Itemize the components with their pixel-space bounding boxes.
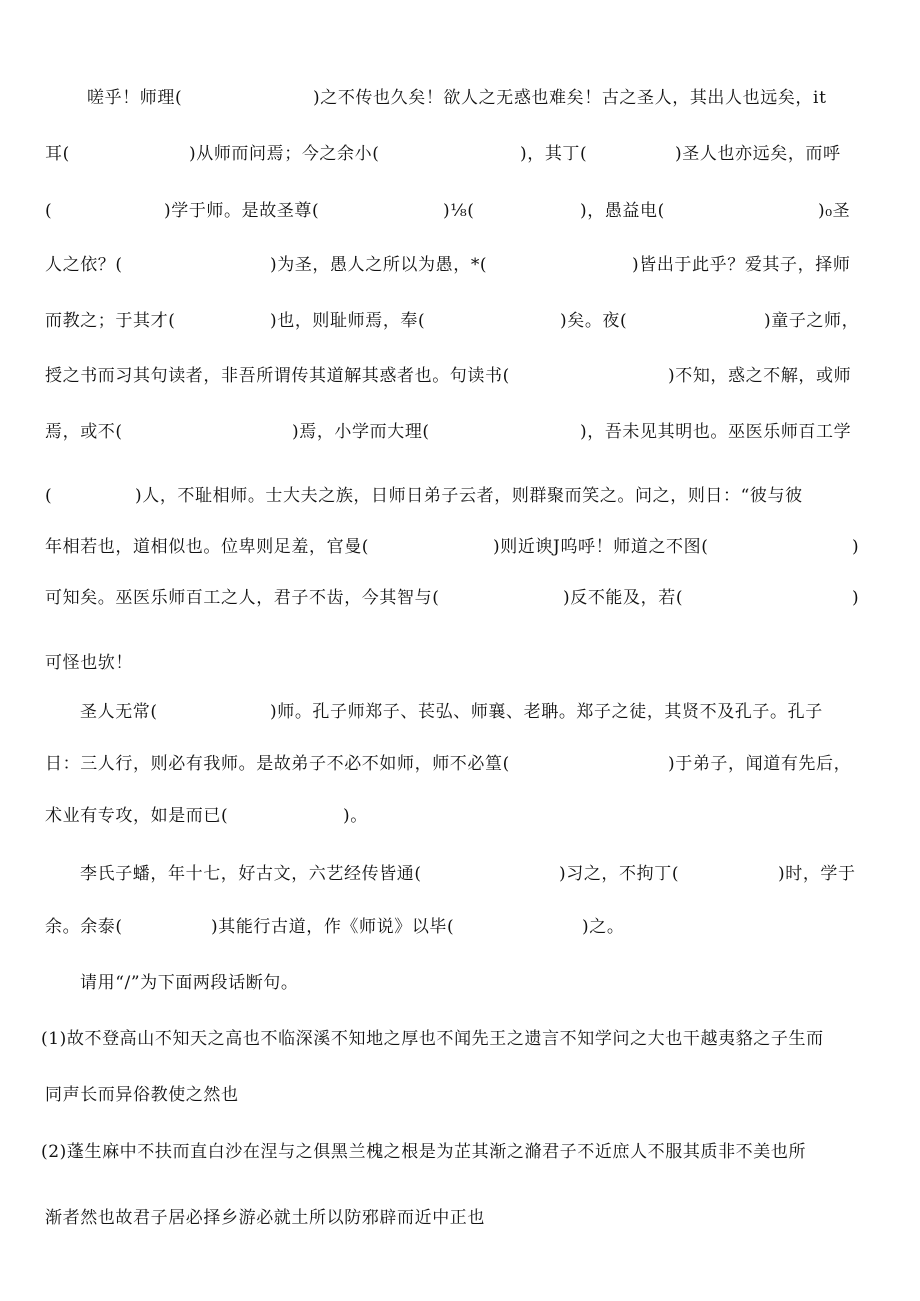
text-segment: 术业有专攻，如是而已( bbox=[45, 806, 229, 826]
passage-line-10 bbox=[0, 583, 920, 613]
text-segment: 可怪也欤！ bbox=[45, 653, 133, 673]
exercise-text: (2)蓬生麻中不扶而直白沙在涅与之俱黑兰槐之根是为芷其渐之滫君子不近庶人不服其质非不美也所 bbox=[41, 1142, 807, 1162]
passage-line-4 bbox=[0, 250, 920, 280]
text-segment: )于弟子，闻道有先后， bbox=[668, 754, 852, 774]
text-segment: )，吾未见其明也。巫医乐师百工学 bbox=[580, 422, 852, 442]
text-segment: )人，不耻相师。士大夫之族，日师日弟子云者，则群聚而笑之。问之，则日：“彼与彼 bbox=[135, 486, 803, 506]
text-segment: ( bbox=[45, 486, 53, 506]
text-segment: )时，学于 bbox=[778, 864, 856, 884]
passage-line-5 bbox=[0, 306, 920, 336]
text-segment: 焉，或不( bbox=[45, 422, 123, 442]
text-segment: )圣人也亦远矣，而呼 bbox=[675, 144, 841, 164]
passage-line-11 bbox=[0, 648, 920, 678]
passage-line-3 bbox=[0, 196, 920, 226]
text-segment: )师。孔子师郑子、苌弘、师襄、老聃。郑子之徒，其贤不及孔子。孔子 bbox=[270, 702, 823, 722]
text-segment: ) bbox=[852, 537, 860, 557]
text-segment: )反不能及，若( bbox=[563, 588, 684, 608]
passage-line-13 bbox=[0, 749, 920, 779]
passage-line-7 bbox=[0, 417, 920, 447]
text-segment: )之。 bbox=[582, 917, 625, 937]
text-segment: )。 bbox=[343, 806, 368, 826]
text-segment: 嗟乎！师理( bbox=[87, 88, 183, 108]
exercise-text: 渐者然也故君子居必择乡游必就土所以防邪辟而近中正也 bbox=[45, 1208, 485, 1228]
passage-line-9 bbox=[0, 532, 920, 562]
exercise-text: 同声长而异俗教使之然也 bbox=[45, 1085, 239, 1105]
passage-line-12 bbox=[0, 697, 920, 727]
text-segment: )不知，惑之不解，或师 bbox=[668, 366, 852, 386]
text-segment: )学于师。是故圣尊( bbox=[164, 201, 320, 221]
text-segment: )习之，不拘丁( bbox=[559, 864, 680, 884]
text-segment: 余。余泰( bbox=[45, 917, 123, 937]
passage-line-6 bbox=[0, 361, 920, 391]
passage-line-2 bbox=[0, 139, 920, 169]
text-segment: 人之依？( bbox=[45, 255, 123, 275]
passage-line-15 bbox=[0, 859, 920, 889]
passage-line-8 bbox=[0, 481, 920, 511]
text-segment: 耳( bbox=[45, 144, 70, 164]
text-segment: ( bbox=[45, 201, 53, 221]
text-segment: )也，则耻师焉，奉( bbox=[270, 311, 426, 331]
text-segment: 圣人无常( bbox=[80, 702, 158, 722]
passage-line-16 bbox=[0, 912, 920, 942]
text-segment: 授之书而习其句读者，非吾所谓传其道解其惑者也。句读书( bbox=[45, 366, 510, 386]
exercise-2-line-2 bbox=[0, 1203, 920, 1233]
text-segment: )，其丁( bbox=[520, 144, 588, 164]
text-segment: )⅛( bbox=[443, 201, 475, 221]
text-segment: )皆出于此乎？爱其子，择师 bbox=[632, 255, 851, 275]
passage-line-14 bbox=[0, 801, 920, 831]
exercise-1-line-1 bbox=[0, 1024, 920, 1054]
text-segment: 可知矣。巫医乐师百工之人，君子不齿，今其智与( bbox=[45, 588, 440, 608]
text-segment: )矣。夜( bbox=[560, 311, 628, 331]
text-segment: )焉，小学而大理( bbox=[292, 422, 430, 442]
exercise-2-line-1 bbox=[0, 1137, 920, 1167]
text-segment: 年相若也，道相似也。位卑则足羞，官曼( bbox=[45, 537, 370, 557]
text-segment: 日：三人行，则必有我师。是故弟子不必不如师，师不必篁( bbox=[45, 754, 510, 774]
instruction-line bbox=[0, 968, 920, 998]
text-segment: 李氏子蟠，年十七，好古文，六艺经传皆通( bbox=[80, 864, 422, 884]
passage-line-1 bbox=[0, 83, 920, 113]
text-segment: 而教之；于其才( bbox=[45, 311, 176, 331]
exercise-text: (1)故不登高山不知天之高也不临深溪不知地之厚也不闻先王之遗言不知学问之大也干越夷貉之子生而 bbox=[41, 1029, 824, 1049]
instruction-text: 请用“/”为下面两段话断句。 bbox=[80, 973, 299, 993]
text-segment: )之不传也久矣！欲人之无惑也难矣！古之圣人，其出人也远矣，it bbox=[313, 88, 827, 108]
text-segment: )，愚益电( bbox=[580, 201, 665, 221]
text-segment: )童子之师， bbox=[764, 311, 860, 331]
text-segment: )其能行古道，作《师说》以毕( bbox=[211, 917, 455, 937]
text-segment: )₀圣 bbox=[818, 201, 851, 221]
text-segment: )为圣，愚人之所以为愚，*( bbox=[270, 255, 488, 275]
text-segment: )从师而问焉；今之余小( bbox=[189, 144, 380, 164]
text-segment: )则近谀J呜呼！师道之不图( bbox=[493, 537, 709, 557]
text-segment: ) bbox=[852, 588, 860, 608]
exercise-1-line-2 bbox=[0, 1080, 920, 1110]
